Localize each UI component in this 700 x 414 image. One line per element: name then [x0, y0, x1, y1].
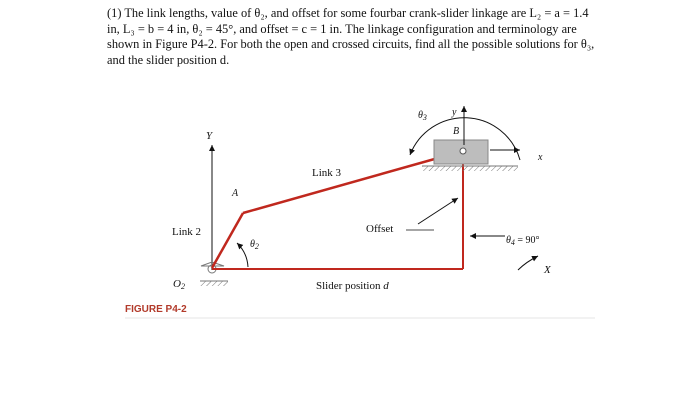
x-axis-bottom-label: X: [544, 264, 551, 276]
o2-label: O2: [173, 278, 185, 291]
problem-statement: (1) The link lengths, value of θ₂, and offset for some fourbar crank-slider linkage are L₂ = a = 1.4 in, L₃ = b = 4 in, θ₂ = 45°, and offset = c = 1 in. The linkage configuration and terminology are shown in Figure P4-2. For both the open and crossed circuits, find all the possible solutions for θ₃, and the slider position d.: [107, 6, 595, 67]
x-axis-top-label: x: [538, 152, 543, 163]
theta2-arc: [237, 243, 248, 267]
link-3: [243, 151, 463, 213]
slider-position-label: Slider position d: [316, 280, 389, 292]
point-a-label: A: [232, 188, 239, 199]
offset-pointer: [418, 198, 458, 224]
link-2: [212, 213, 243, 268]
slider-block: [422, 140, 518, 171]
y-axis-left-label: Y: [206, 130, 213, 142]
theta3-label: $\theta_3$: [418, 110, 427, 122]
figure-caption: FIGURE P4-2: [125, 304, 187, 315]
link2-label: Link 2: [172, 226, 202, 238]
theta2-label: $\theta_2$: [250, 239, 259, 251]
y-axis-right-label: y: [452, 107, 457, 118]
x-axis-bottom: [518, 256, 538, 270]
offset-label: Offset: [366, 223, 394, 235]
point-b-label: B: [453, 126, 460, 137]
link3-label: Link 3: [312, 167, 342, 179]
theta4-label: $\theta_4 = 90^\circ$: [506, 235, 540, 247]
